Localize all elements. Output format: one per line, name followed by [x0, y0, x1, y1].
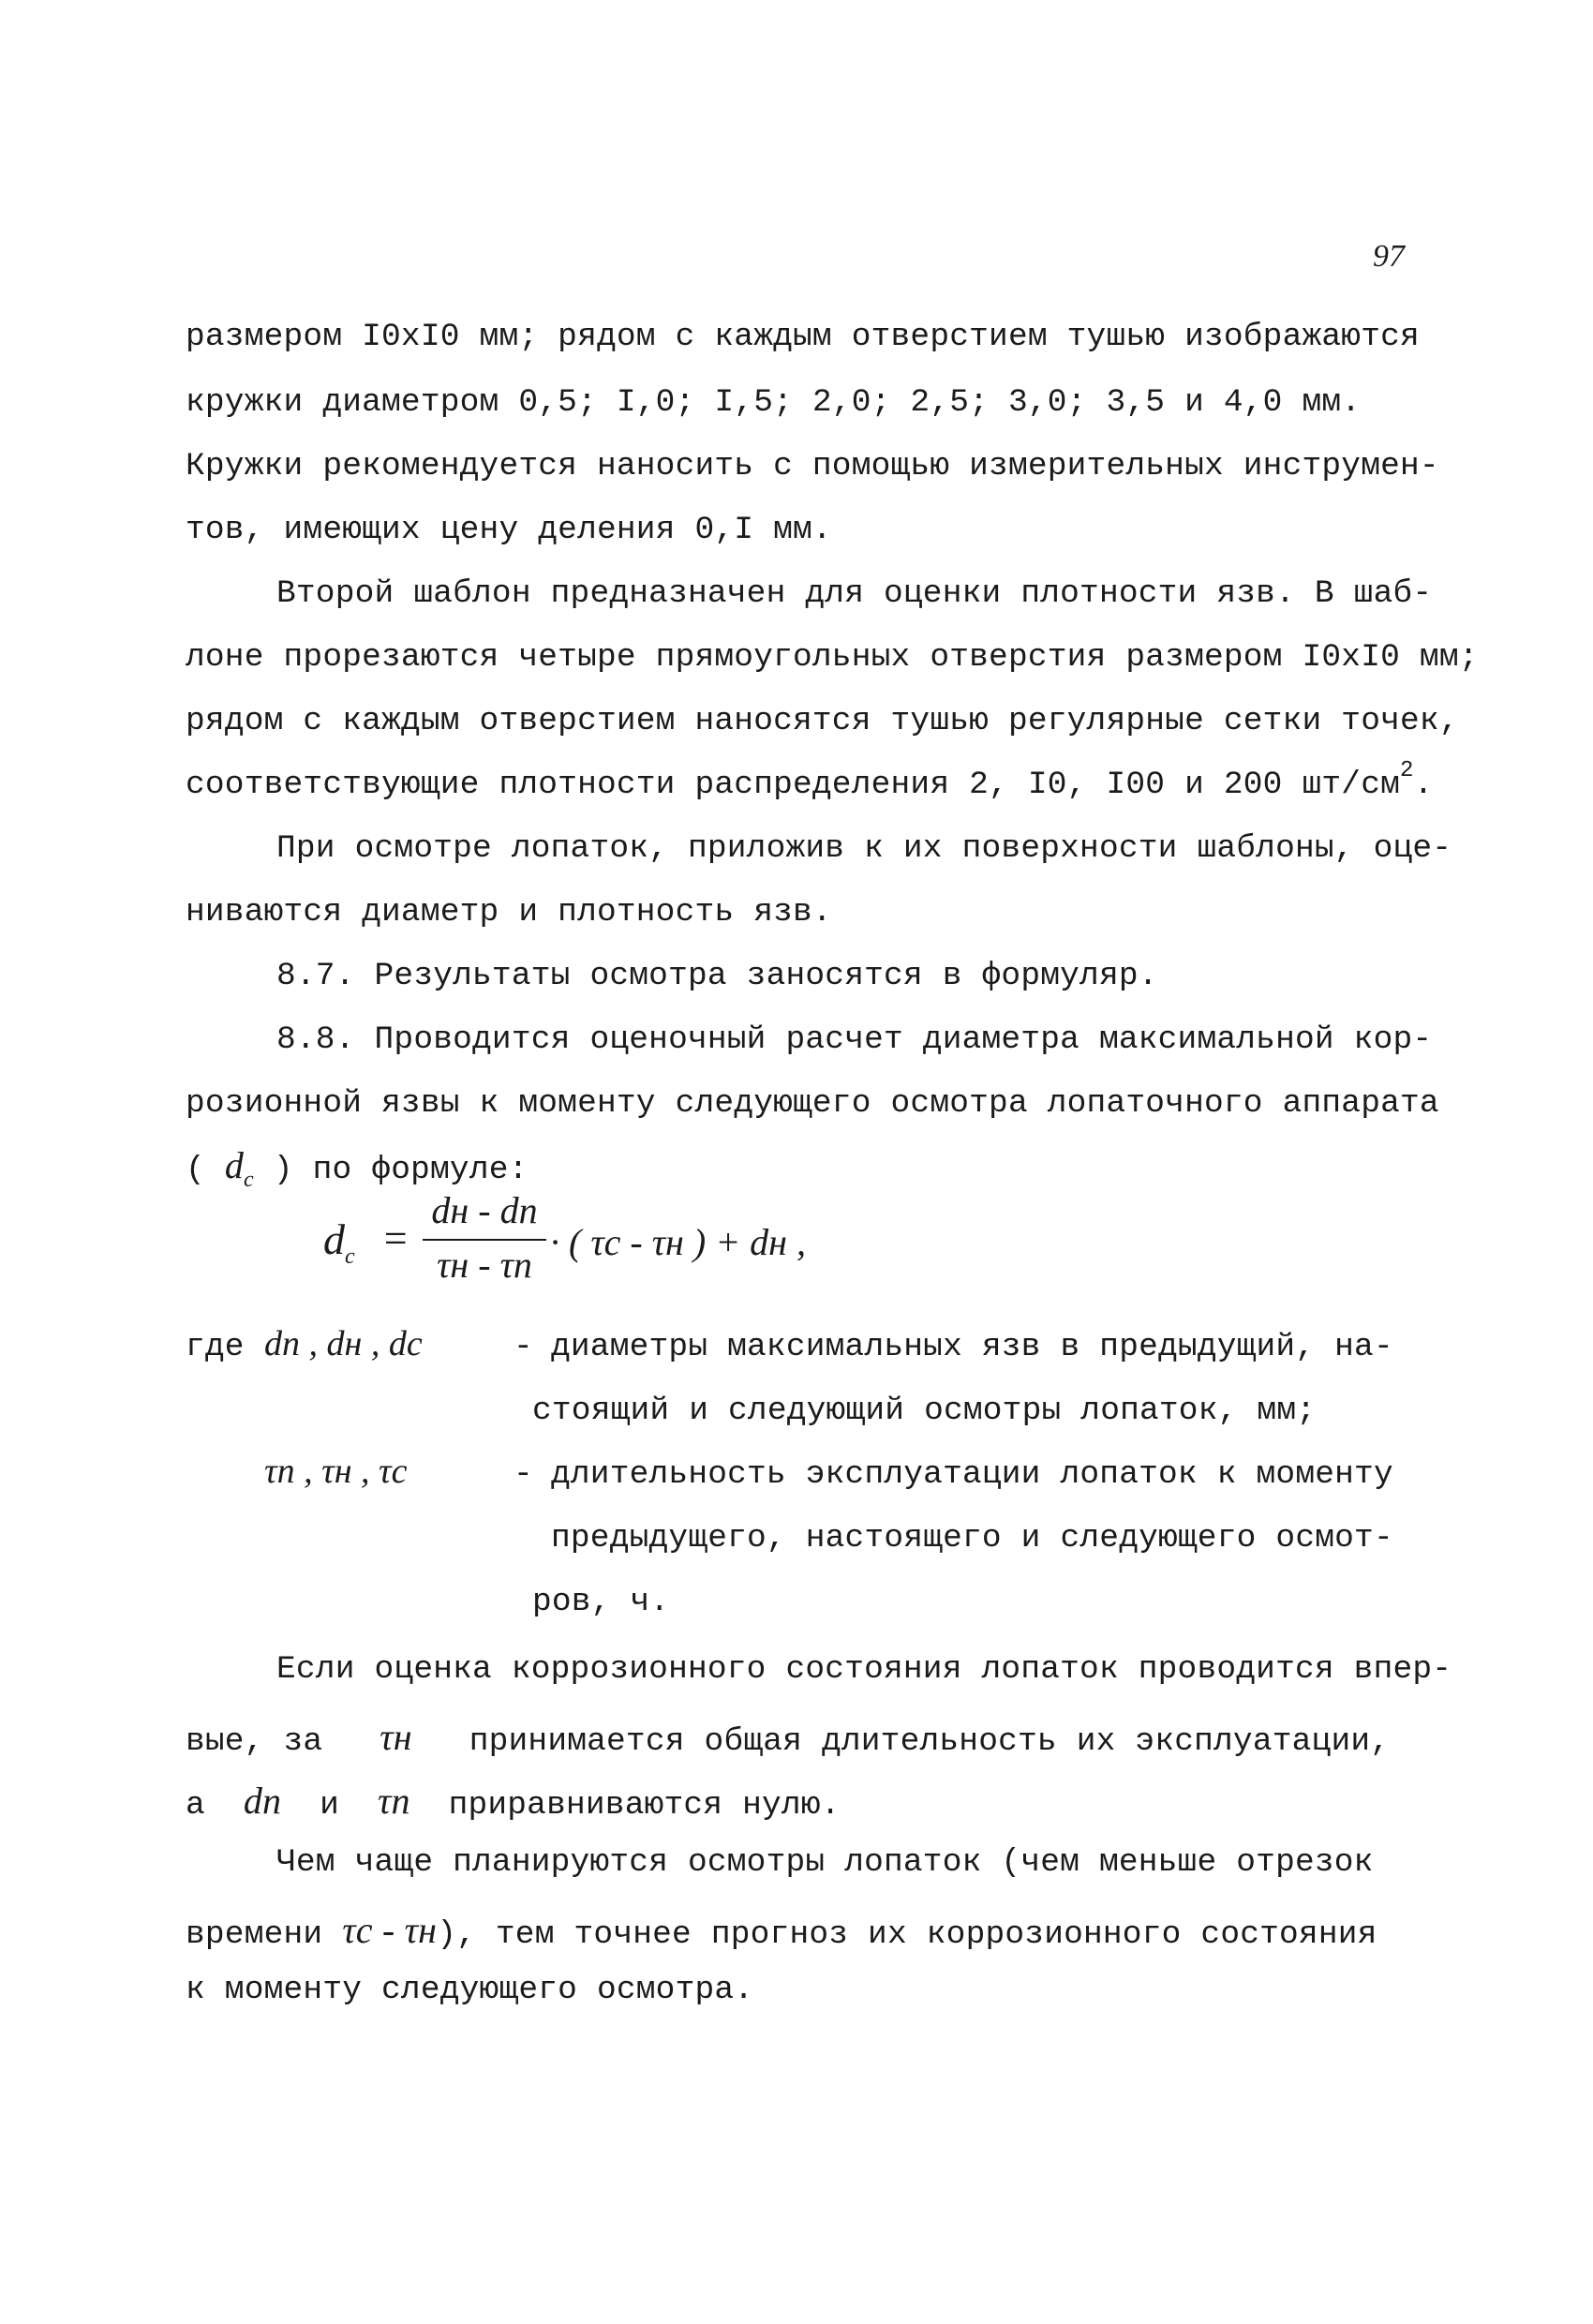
text-fragment: времени [186, 1916, 323, 1953]
formula-lhs: $d_c$ [323, 1215, 355, 1270]
symbol-tau-p: τп [377, 1780, 410, 1822]
legend-vars-durations: τп , τн , τc [264, 1452, 408, 1491]
text-line-with-symbol [186, 1715, 1390, 1760]
text-fragment: вые, за [186, 1723, 323, 1760]
text-line: к моменту следующего осмотра. [186, 1972, 754, 2008]
page-number: 97 [1373, 239, 1405, 274]
fraction-bar [423, 1239, 546, 1241]
formula-equals: = [381, 1215, 409, 1261]
symbol-tau-diff: τc - τн [342, 1909, 438, 1951]
legend-desc: предыдущего, настоящего и следующего осмот- [551, 1520, 1393, 1557]
text-fragment: и [320, 1787, 340, 1824]
text-line: лоне прорезаются четыре прямоугольных отверстия размером I0xI0 мм; [186, 639, 1479, 676]
legend-desc: диаметры максимальных язв в предыдущий, на- [551, 1329, 1393, 1365]
text-line: 8.7. Результаты осмотра заносятся в формуляр. [276, 958, 1158, 994]
open-paren: ( [186, 1152, 205, 1188]
text-fragment: принимается общая длительность их эксплуатации, [469, 1723, 1391, 1760]
text-fragment: приравниваются нулю. [448, 1787, 841, 1824]
text-line: Если оценка коррозионного состояния лопаток проводится впер- [276, 1651, 1452, 1688]
text-line: Чем чаще планируются осмотры лопаток (чем меньше отрезок [276, 1844, 1374, 1881]
text-line: кружки диаметром 0,5; I,0; I,5; 2,0; 2,5; 3,0; 3,5 и 4,0 мм. [186, 384, 1362, 421]
symbol-tau-n: τн [380, 1716, 412, 1758]
symbol-d-p: dп [243, 1780, 282, 1822]
symbol-dc: $d_c$ [224, 1144, 254, 1192]
formula [323, 1188, 979, 1301]
text-fragment: ), тем точнее прогноз их коррозионного состояния [437, 1916, 1377, 1953]
text-line: При осмотре лопаток, приложив к их поверхности шаблоны, оце- [276, 830, 1452, 867]
text-line: 8.8. Проводится оценочный расчет диаметра максимальной кор- [276, 1021, 1433, 1058]
text-line-with-superscript [186, 758, 1434, 803]
period: . [1413, 767, 1434, 803]
legend-desc: стоящий и следующий осмотры лопаток, мм; [532, 1393, 1317, 1429]
text-line-with-symbol [186, 1143, 529, 1193]
formula-numerator: dн - dп [431, 1189, 538, 1231]
legend-desc: длительность эксплуатации лопаток к моменту [551, 1456, 1393, 1493]
text-line: ниваются диаметр и плотность язв. [186, 894, 832, 931]
legend-dash: - [514, 1329, 533, 1365]
text-line: Второй шаблон предназначен для оценки плотности язв. В шаб- [276, 575, 1433, 612]
formula-fraction [419, 1188, 550, 1287]
legend-desc: ров, ч. [532, 1584, 670, 1620]
text-line-with-symbol [186, 1779, 841, 1824]
text-line: ) по формуле: [273, 1152, 529, 1188]
text-line: рядом с каждым отверстием наносятся тушью регулярные сетки точек, [186, 703, 1459, 739]
text-line-with-symbol [186, 1908, 1377, 1953]
text-line: размером I0xI0 мм; рядом с каждым отверстием тушью изображаются [186, 319, 1420, 355]
text-line: соответствующие плотности распределения 2, I0, I00 и 200 шт/см [186, 767, 1401, 803]
formula-denominator: τн - τп [437, 1244, 532, 1286]
text-line: тов, имеющих цену деления 0,I мм. [186, 512, 832, 548]
legend-dash: - [514, 1456, 533, 1493]
text-line: Кружки рекомендуется наносить с помощью измерительных инструмен- [186, 448, 1439, 484]
where-label: где [186, 1329, 245, 1365]
superscript: 2 [1400, 758, 1414, 783]
text-fragment: а [186, 1787, 205, 1824]
formula-rest: · ( τc - τн ) + dн , [550, 1221, 807, 1263]
text-line: розионной язвы к моменту следующего осмотра лопаточного аппарата [186, 1085, 1439, 1122]
legend-vars-diameters: dп , dн , dc [264, 1324, 423, 1363]
